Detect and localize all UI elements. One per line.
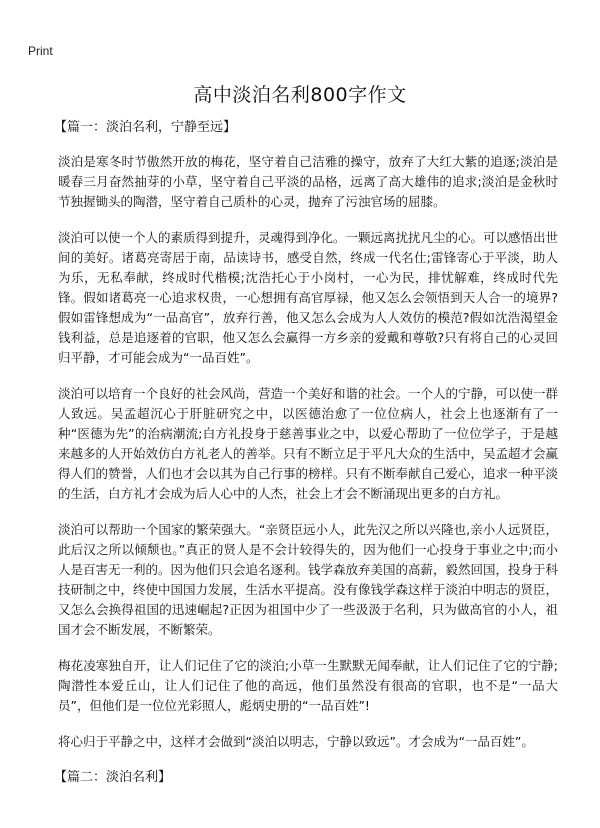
- document-title: 高中淡泊名利800字作文: [193, 84, 407, 106]
- paragraph-5: 梅花凌寒独自开，让人们记住了它的淡泊;小草一生默默无闻奉献，让人们记住了它的宁静;陶潜性本爱丘山，让人们记住了他的高远，他们虽然没有很高的官职，也不是“一品大员”，但他们是一位位光彩照人，彪炳史册的“一品百姓”!: [58, 658, 558, 713]
- paragraph-4: 淡泊可以帮助一个国家的繁荣强大。“亲贤臣远小人，此先汉之所以兴隆也,亲小人远贤臣，此后汉之所以倾颓也。”真正的贤人是不会计较得失的，因为他们一心投身于事业之中;而小人是百害无一利的。因为他们只会追名逐利。钱学森放弃美国的高薪，毅然回国，投身于科技研制之中，终使中国国力发展，生活水平提高。没有像钱学森这样于淡泊中明志的贤臣，又怎么会换得祖国的迅速崛起?正因为祖国中少了一些汲汲于名利，只为做高官的小人，祖国才会不断发展，不断繁荣。: [58, 522, 559, 637]
- paragraph-2: 淡泊可以使一个人的素质得到提升，灵魂得到净化。一颗远离扰扰凡尘的心。可以感悟出世间的美好。诸葛亮寄居于南，品读诗书，感受自然，终成一代名仕;雷锋寄心于平淡，助人为乐，无私奉献，终成时代楷模;沈浩托心于小岗村，一心为民，排忧解难，终成时代先锋。假如诸葛亮一心追求权贵，一心想拥有高官厚禄，他又怎么会领悟到天人合一的境界?假如雷锋想成为“一品高官”，放弃行善，他又怎么会成为人人效仿的模范?假如沈浩渴望金钱利益，总是追逐着的官职，他又怎么会赢得一方乡亲的爱戴和尊敬?只有将自己的心灵回归平静，才可能会成为“一品百姓”。: [58, 230, 559, 365]
- section-heading-1: 【篇一：淡泊名利，宁静至远】: [54, 120, 237, 135]
- paragraph-6: 将心归于平静之中，这样才会做到“淡泊以明志，宁静以致远”。才会成为“一品百姓”。: [58, 734, 534, 749]
- paragraph-3: 淡泊可以培育一个良好的社会风尚，营造一个美好和谐的社会。一个人的宁静，可以使一群人致远。吴孟超沉心于肝脏研究之中，以医德治愈了一位位病人，社会上也逐渐有了一种“医德为先”的治病潮流;白方礼投身于慈善事业之中，以爱心帮助了一位位学子，于是越来越多的人开始效仿白方礼老人的善举。只有不断立足于平凡大众的生活中，吴孟超才会赢得人们的赞誉，人们也才会以其为自己行事的榜样。只有不断奉献自己爱心，追求一种平淡的生活，白方礼才会成为后人心中的人杰，社会上才会不断涌现出更多的白方礼。: [58, 386, 559, 501]
- document-body: [54, 118, 559, 802]
- print-link[interactable]: Print: [28, 44, 53, 58]
- section-heading-2: 【篇二：淡泊名利】: [54, 770, 172, 785]
- paragraph-1: 淡泊是寒冬时节傲然开放的梅花，坚守着自己洁雅的操守，放弃了大红大紫的追逐;淡泊是暖春三月奋然抽芽的小草，坚守着自己平淡的品格，远离了高大雄伟的追求;淡泊是金秋时节独握锄头的陶潜，坚守着自己质朴的心灵，抛弃了污浊官场的屈膝。: [58, 154, 558, 209]
